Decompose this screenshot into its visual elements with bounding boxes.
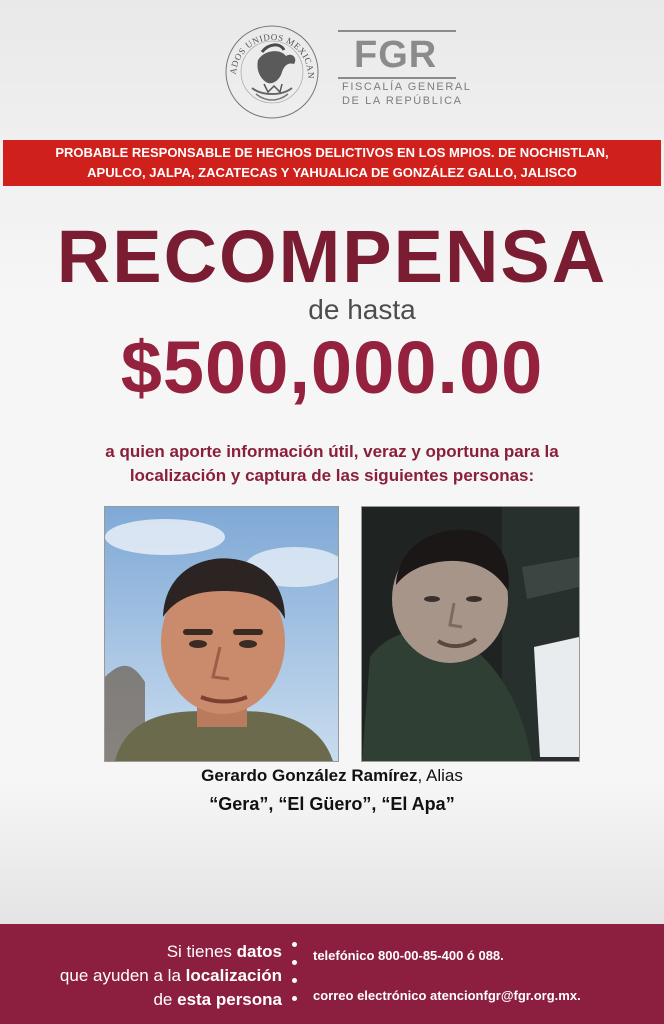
svg-text:ESTADOS UNIDOS MEXICANOS: ADOS UNIDOS MEXICAN (227, 31, 317, 80)
suspect-name-line (0, 766, 664, 786)
fgr-subtitle-1: FISCALÍA GENERAL (342, 81, 472, 93)
reward-amount: $500,000.00 (120, 326, 544, 409)
info-line-1: a quien aporte información útil, veraz y oportuna para la (105, 442, 559, 461)
phone-contact: telefónico 800-00-85-400 ó 088. (313, 948, 504, 963)
crime-banner (3, 140, 661, 186)
banner-line-1: PROBABLE RESPONSABLE DE HECHOS DELICTIVOS EN LOS MPIOS. DE NOCHISTLAN, (55, 145, 609, 160)
banner-line-2: APULCO, JALPA, ZACATECAS Y YAHUALICA DE GONZÁLEZ GALLO, JALISCO (87, 165, 577, 180)
fgr-logo (338, 30, 472, 112)
footer-message (60, 940, 282, 1012)
reward-subtitle: de hasta (308, 294, 416, 325)
footer-text: Si tienes (166, 942, 237, 961)
suspect-photo-1 (104, 506, 339, 762)
info-line-2: localización y captura de las siguientes personas: (129, 466, 535, 485)
footer-text-bold: esta persona (177, 990, 282, 1009)
reward-title: RECOMPENSA (56, 215, 608, 298)
email-contact: correo electrónico atencionfgr@fgr.org.mx. (313, 988, 581, 1003)
suspect-name: Gerardo González Ramírez (201, 766, 418, 785)
fgr-subtitle-2: DE LA REPÚBLICA (342, 95, 463, 107)
footer-text-bold: datos (236, 942, 282, 961)
fgr-title: FGR (354, 34, 438, 76)
alias-label: , Alias (417, 766, 463, 785)
footer-text: que ayuden a la (59, 966, 186, 985)
contact-footer (0, 924, 664, 1024)
footer-dots (288, 940, 300, 1002)
suspect-aliases: “Gera”, “El Güero”, “El Apa” (209, 794, 455, 814)
footer-text-bold: localización (185, 966, 282, 985)
footer-text: de (153, 990, 178, 1009)
suspect-photo-2 (361, 506, 580, 762)
mexican-seal-logo (222, 22, 328, 122)
info-text (0, 440, 664, 488)
